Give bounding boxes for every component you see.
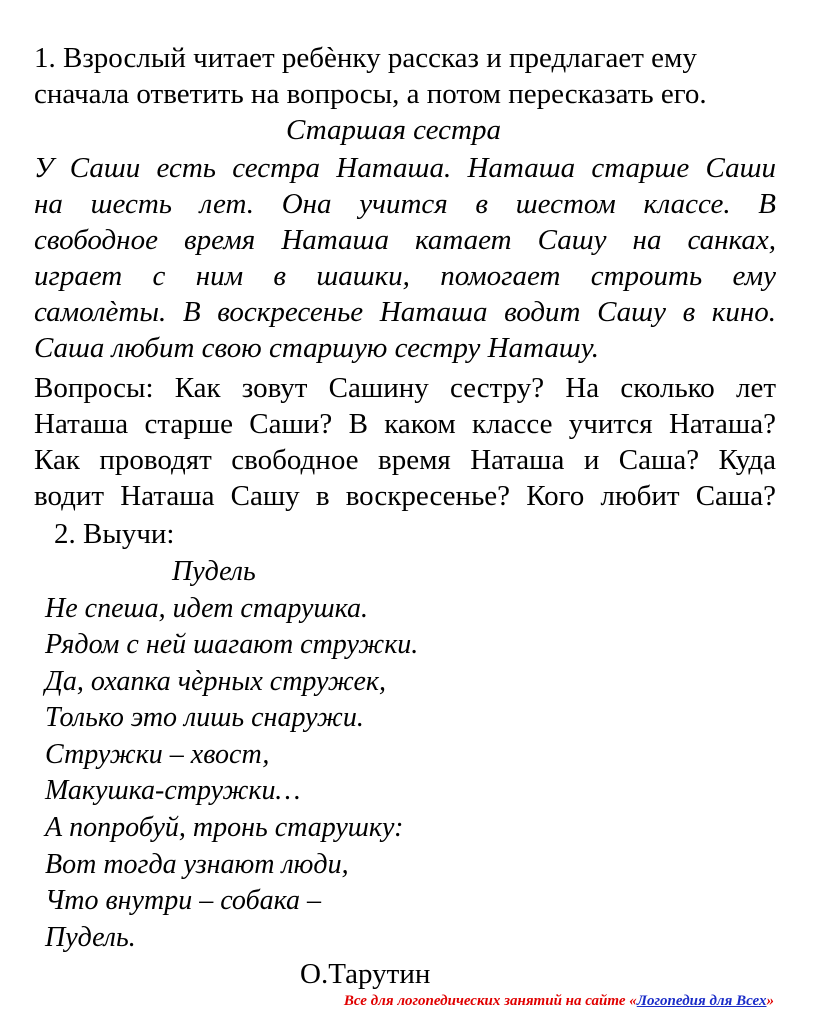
questions-line: Как проводят свободное время Наташа и Саша? Куда: [34, 444, 776, 476]
task1-line-2: сначала ответить на вопросы, а потом пересказать его.: [34, 78, 707, 110]
story-line: играет с ним в шашки, помогает строить ему: [34, 260, 776, 292]
footer-suffix: »: [766, 993, 774, 1009]
poem-line: Стружки – хвост,: [45, 739, 270, 770]
story-line: самолѐты. В воскресенье Наташа водит Сашу в кино.: [34, 296, 776, 328]
questions-line: водит Наташа Сашу в воскресенье? Кого любит Саша?: [34, 480, 776, 512]
task2-label: 2. Выучи:: [54, 518, 175, 550]
poem-line: Вот тогда узнают люди,: [45, 849, 349, 880]
poem-line: Только это лишь снаружи.: [45, 702, 364, 733]
task1-line-1: 1. Взрослый читает ребѐнку рассказ и предлагает ему: [34, 42, 697, 74]
poem-author: О.Тарутин: [300, 958, 431, 990]
footer-site-link[interactable]: Логопедия для Всех: [636, 993, 767, 1009]
questions-line: Вопросы: Как зовут Сашину сестру? На сколько лет: [34, 372, 776, 404]
poem-line: Рядом с ней шагают стружки.: [45, 629, 419, 660]
poem-line: Макушка-стружки…: [45, 775, 301, 806]
poem-title: Пудель: [172, 556, 256, 587]
site-footer: [344, 991, 774, 1011]
questions-line: Наташа старше Саши? В каком классе учится Наташа?: [34, 408, 776, 440]
poem-line: А попробуй, тронь старушку:: [45, 812, 404, 843]
story-line: на шесть лет. Она учится в шестом классе. В: [34, 188, 776, 220]
poem-line: Пудель.: [45, 922, 136, 953]
story-line: Саша любит свою старшую сестру Наташу.: [34, 332, 600, 364]
footer-prefix: Все для логопедических занятий на сайте «: [343, 993, 637, 1009]
poem-line: Не спеша, идет старушка.: [45, 593, 369, 624]
poem-line: Что внутри – собака –: [45, 885, 322, 916]
poem-line: Да, охапка чѐрных стружек,: [45, 666, 386, 697]
story-title: Старшая сестра: [286, 114, 501, 146]
story-line: свободное время Наташа катает Сашу на санках,: [34, 224, 776, 256]
story-line: У Саши есть сестра Наташа. Наташа старше Саши: [34, 152, 776, 184]
